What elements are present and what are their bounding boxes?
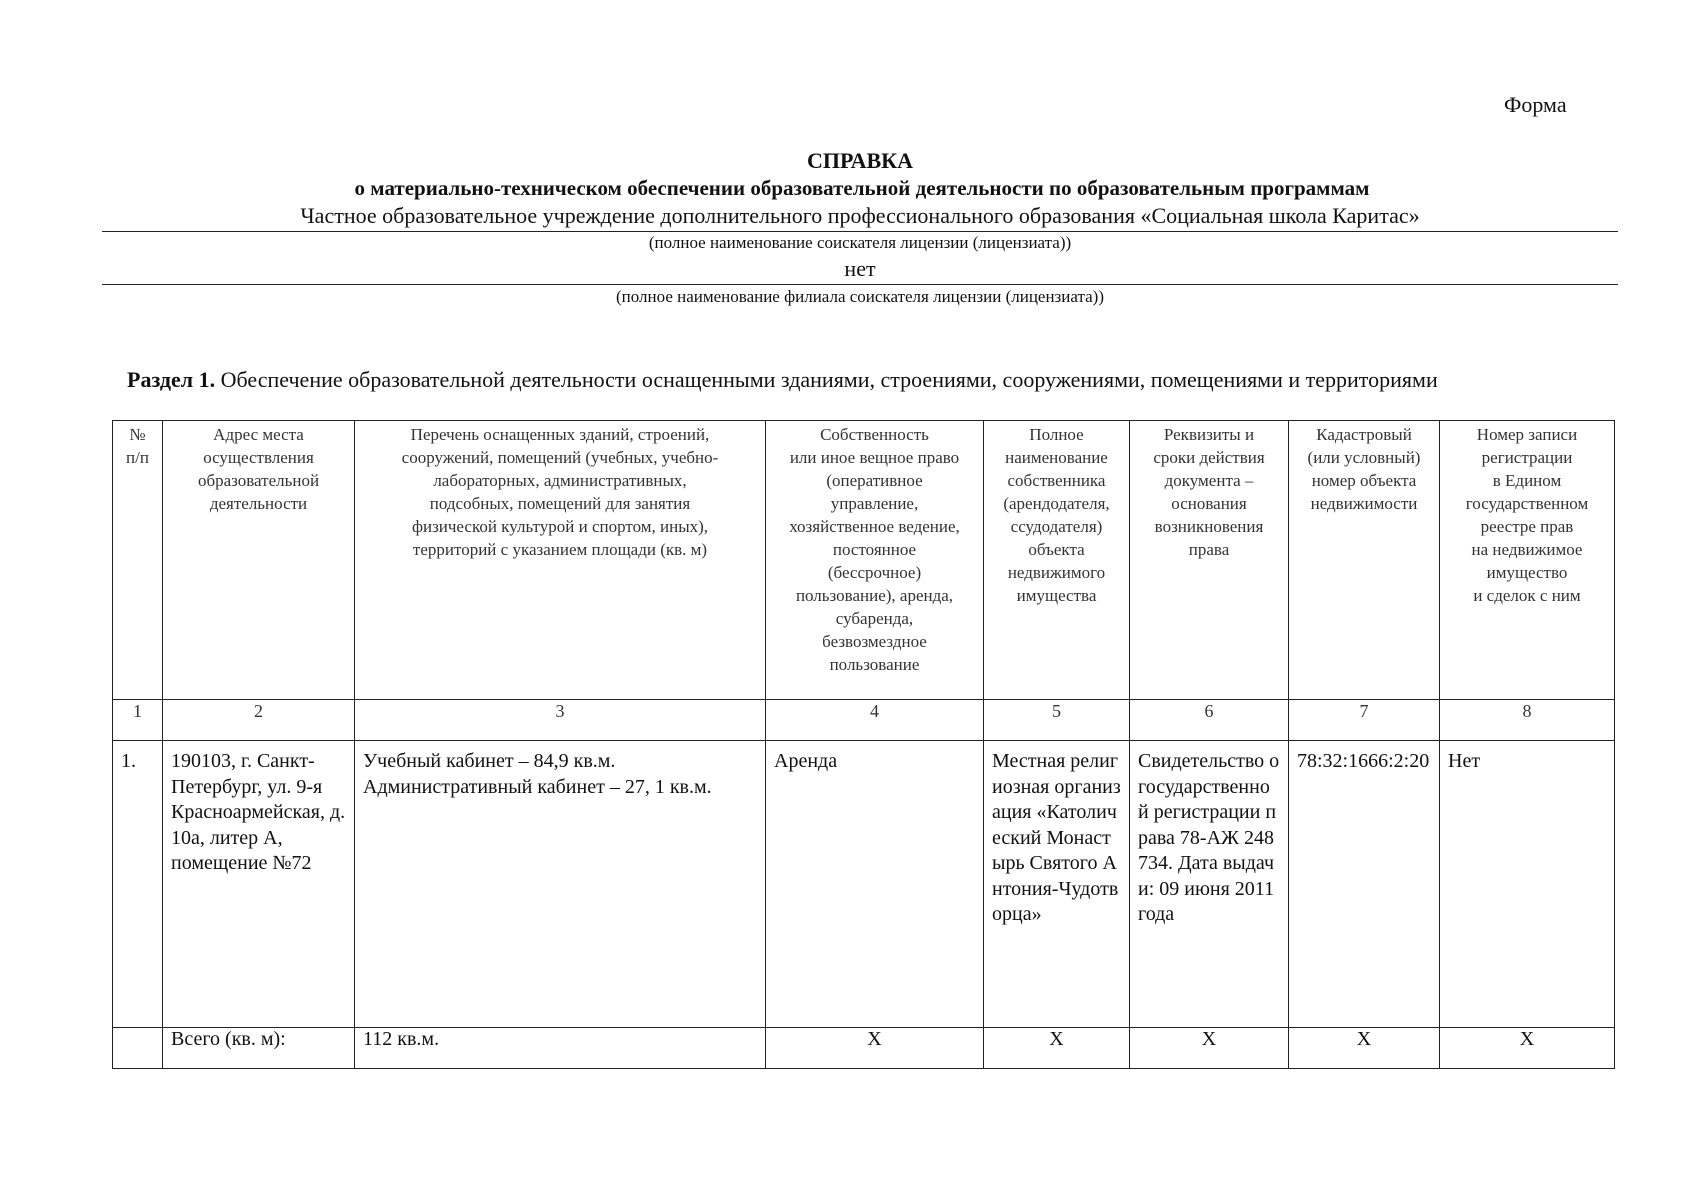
premises-cell: Учебный кабинет – 84,9 кв.м. Административный кабинет – 27, 1 кв.м. (355, 741, 766, 1028)
header-cell: Реквизиты и сроки действия документа – основания возникновения права (1130, 421, 1289, 700)
owner-cell: Местная религиозная организация «Католический Монастырь Святого Антония-Чудотворца» (984, 741, 1130, 1028)
document-title: СПРАВКА (806, 148, 914, 173)
total-x-cell: X (984, 1028, 1130, 1069)
document-cell: Свидетельство о государственной регистрации права 78-АЖ 248734. Дата выдачи: 09 июня 2011 года (1130, 741, 1289, 1028)
column-number: 4 (766, 700, 984, 741)
cadastral-cell: 78:32:1666:2:20 (1289, 741, 1440, 1028)
section-label: Раздел 1. (127, 367, 216, 392)
header-cell: Номер записи регистрации в Едином государственном реестре прав на недвижимое имущество и сделок с ним (1440, 421, 1615, 700)
column-number: 7 (1289, 700, 1440, 741)
total-x-cell: X (1130, 1028, 1289, 1069)
organization-caption: (полное наименование соискателя лицензии (лицензиата)) (648, 233, 1072, 252)
total-row (113, 1028, 1615, 1069)
premises-table (112, 420, 1615, 1069)
column-number: 5 (984, 700, 1130, 741)
table-header-row (113, 421, 1615, 700)
branch-caption: (полное наименование филиала соискателя лицензии (лицензиата)) (616, 287, 1104, 306)
total-empty-cell (113, 1028, 163, 1069)
branch-name: нет (102, 256, 1618, 285)
table-row (113, 741, 1615, 1028)
total-label: Всего (кв. м): (163, 1028, 355, 1069)
header-cell: Перечень оснащенных зданий, строений, сооружений, помещений (учебных, учебно- лабораторных, административных, подсобных, помещений для занятия физической культурой и спортом, иных), территорий с указанием площади (кв. м) (355, 421, 766, 700)
header-cell: Адрес места осуществления образовательной деятельности (163, 421, 355, 700)
header-cell: Собственность или иное вещное право (оперативное управление, хозяйственное ведение, постоянное (бессрочное) пользование), аренда, субаренда, безвозмездное пользование (766, 421, 984, 700)
organization-name: Частное образовательное учреждение дополнительного профессионального образования «Социальная школа Каритас» (102, 203, 1618, 232)
form-label: Форма (1504, 92, 1567, 117)
section-heading (127, 367, 1438, 393)
total-x-cell: X (1289, 1028, 1440, 1069)
column-number: 6 (1130, 700, 1289, 741)
total-x-cell: X (766, 1028, 984, 1069)
header-cell: Кадастровый (или условный) номер объекта недвижимости (1289, 421, 1440, 700)
address-cell: 190103, г. Санкт-Петербург, ул. 9-я Красноармейская, д. 10а, литер А, помещение №72 (163, 741, 355, 1028)
total-x-cell: X (1440, 1028, 1615, 1069)
header-cell: Полное наименование собственника (арендодателя, ссудодателя) объекта недвижимого имущества (984, 421, 1130, 700)
document-subtitle: о материально-техническом обеспечении образовательной деятельности по образовательным программам (354, 176, 1370, 200)
row-number: 1. (113, 741, 163, 1028)
total-area: 112 кв.м. (355, 1028, 766, 1069)
column-number: 3 (355, 700, 766, 741)
column-number: 2 (163, 700, 355, 741)
right-cell: Аренда (766, 741, 984, 1028)
column-number: 1 (113, 700, 163, 741)
column-number-row (113, 700, 1615, 741)
section-text: Обеспечение образовательной деятельности оснащенными зданиями, строениями, сооружениями, помещениями и территориями (215, 367, 1438, 392)
registry-cell: Нет (1440, 741, 1615, 1028)
header-cell: № п/п (113, 421, 163, 700)
column-number: 8 (1440, 700, 1615, 741)
